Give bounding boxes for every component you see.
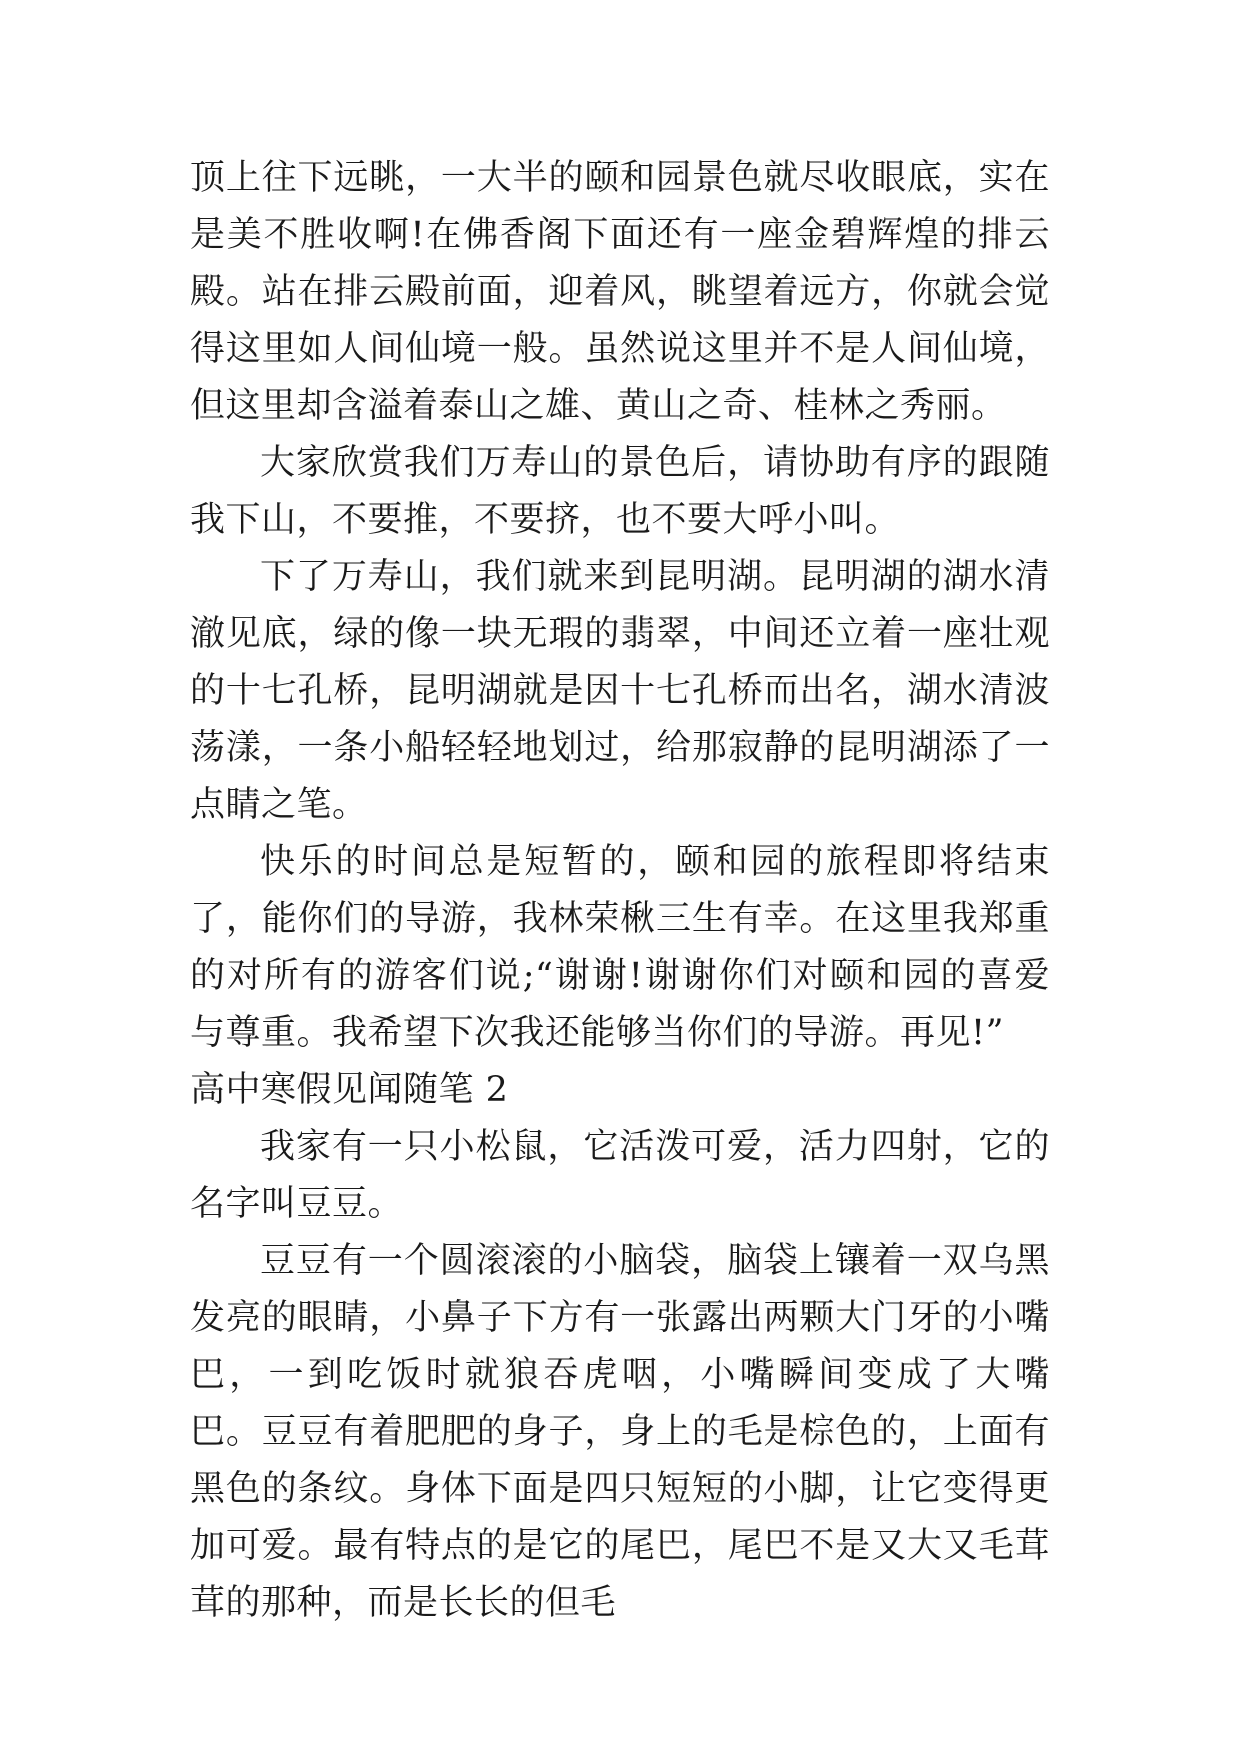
paragraph-continued: 顶上往下远眺，一大半的颐和园景色就尽收眼底，实在是美不胜收啊!在佛香阁下面还有一座金碧辉煌的排云殿。站在排云殿前面，迎着风，眺望着远方，你就会觉得这里如人间仙境一般。虽然说这里并不是人间仙境，但这里却含溢着泰山之雄、黄山之奇、桂林之秀丽。 xyxy=(190,158,1050,426)
paragraph: 快乐的时间总是短暂的，颐和园的旅程即将结束了，能你们的导游，我林荣楸三生有幸。在这里我郑重的对所有的游客们说;“谢谢!谢谢你们对颐和园的喜爱与尊重。我希望下次我还能够当你们的导游。再见!” xyxy=(190,842,1050,1053)
paragraph: 下了万寿山，我们就来到昆明湖。昆明湖的湖水清澈见底，绿的像一块无瑕的翡翠，中间还立着一座壮观的十七孔桥，昆明湖就是因十七孔桥而出名，湖水清波荡漾，一条小船轻轻地划过，给那寂静的昆明湖添了一点睛之笔。 xyxy=(190,557,1050,825)
paragraph: 豆豆有一个圆滚滚的小脑袋，脑袋上镶着一双乌黑发亮的眼睛，小鼻子下方有一张露出两颗大门牙的小嘴巴，一到吃饭时就狼吞虎咽，小嘴瞬间变成了大嘴 巴。豆豆有着肥肥的身子，身上的毛是棕色的，上面有黑色的条纹。身体下面是四只短短的小脚，让它变得更加可爱。最有特点的是它的尾巴，尾巴不是又大又毛茸 茸的那种，而是长长的但毛 xyxy=(190,1241,1050,1623)
document-body xyxy=(190,150,1050,1632)
paragraph: 大家欣赏我们万寿山的景色后，请协助有序的跟随我下山，不要推，不要挤，也不要大呼小叫。 xyxy=(190,443,1050,540)
section-heading: 高中寒假见闻随笔 2 xyxy=(190,1070,509,1110)
paragraph: 我家有一只小松鼠，它活泼可爱，活力四射，它的名字叫豆豆。 xyxy=(190,1127,1050,1224)
